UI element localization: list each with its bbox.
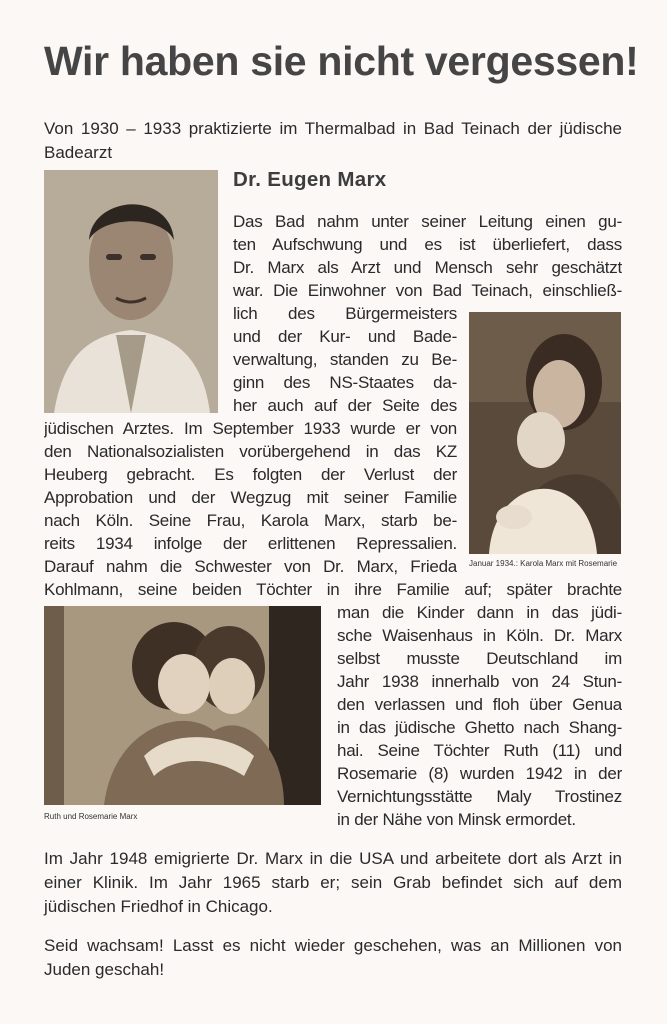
doctor-name-heading: Dr. Eugen Marx (233, 168, 387, 191)
intro-text: Von 1930 – 1933 praktizierte im Thermalbad in Bad Teinach der jüdische Badearzt (44, 119, 622, 162)
body-line: Approbation und der Wegzug mit seiner Familie (44, 488, 457, 507)
body-line: nach Köln. Seine Frau, Karola Marx, starb be- (44, 511, 457, 530)
body-line: reits 1934 infolge der erlittenen Repressalien. (44, 534, 457, 553)
page-title: Wir haben sie nicht vergessen! (44, 38, 639, 84)
body-line: Dr. Marx als Arzt und Mensch sehr geschätzt (233, 258, 622, 277)
body-line: hai. Seine Töchter Ruth (11) und (337, 741, 622, 760)
emigration-paragraph: Im Jahr 1948 emigrierte Dr. Marx in die USA und arbeitete dort als Arzt in einer Klinik. Im Jahr 1965 starb er; sein Grab befindet sich auf dem jüdischen Friedhof in Chicago. (44, 849, 622, 916)
body-line: Kohlmann, seine beiden Töchter in ihre Familie auf; später brachte (44, 580, 622, 599)
body-line: Heuberg gebracht. Es folgten der Verlust der (44, 465, 457, 484)
mother-child-photo (469, 312, 621, 554)
body-line: lich des Bürgermeisters (233, 304, 457, 323)
body-line: ginn des NS-Staates da- (233, 373, 457, 392)
appeal-paragraph: Seid wachsam! Lasst es nicht wieder geschehen, was an Millionen von Juden geschah! (44, 936, 622, 979)
sisters-caption: Ruth und Rosemarie Marx (44, 812, 138, 821)
body-line: Jahr 1938 innerhalb von 24 Stun- (337, 672, 622, 691)
body-line: jüdischen Arztes. Im September 1933 wurde er von (44, 419, 457, 438)
body-line: selbst musste Deutschland im (337, 649, 622, 668)
body-line: den verlassen und floh über Genua (337, 695, 622, 714)
mother-child-caption: Januar 1934.: Karola Marx mit Rosemarie (469, 559, 618, 568)
body-line: und der Kur- und Bade- (233, 327, 457, 346)
body-line: in der Nähe von Minsk ermordet. (337, 810, 576, 829)
body-line: her auch auf der Seite des (233, 396, 457, 415)
body-line: man die Kinder dann in das jüdi- (337, 603, 622, 622)
body-line: sche Waisenhaus in Köln. Dr. Marx (337, 626, 622, 645)
body-line: Rosemarie (8) wurden 1942 in der (337, 764, 622, 783)
portrait-photo (44, 170, 218, 413)
body-line: den Nationalsozialisten vorübergehend in das KZ (44, 442, 457, 461)
body-line: Das Bad nahm unter seiner Leitung einen gu- (233, 212, 622, 231)
body-line: verwaltung, standen zu Be- (233, 350, 457, 369)
body-line: Darauf nahm die Schwester von Dr. Marx, Frieda (44, 557, 457, 576)
body-line: war. Die Einwohner von Bad Teinach, einschließ- (233, 281, 622, 300)
body-line: Vernichtungsstätte Maly Trostinez (337, 787, 622, 806)
body-line: in das jüdische Ghetto nach Shang- (337, 718, 622, 737)
body-line: ten Aufschwung und es ist überliefert, dass (233, 235, 622, 254)
sisters-photo (44, 606, 321, 805)
